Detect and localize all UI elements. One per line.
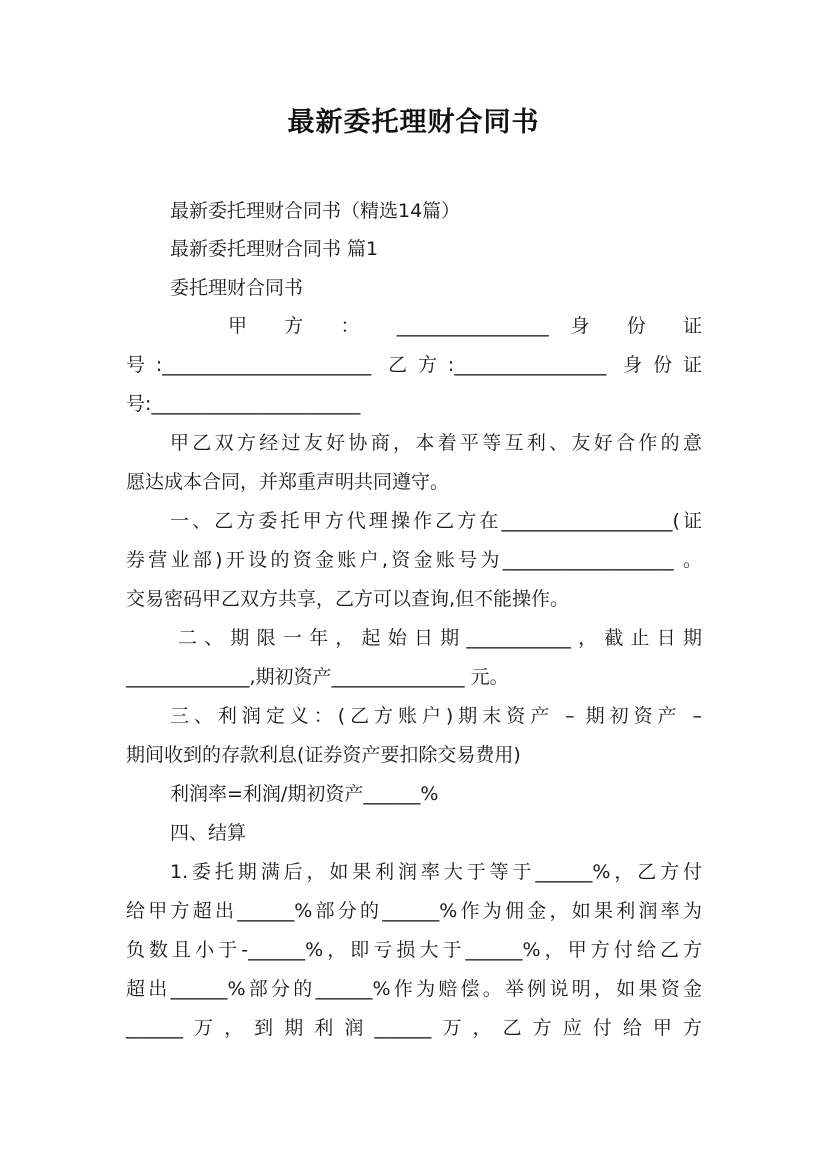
paragraph-line: 券营业部)开设的资金账户,资金账号为__________________ 。	[126, 549, 702, 571]
paragraph-line: 甲乙双方经过友好协商，本着平等互利、友好合作的意	[170, 432, 702, 454]
paragraph-line: ______万，到期利润______万，乙方应付给甲方	[126, 1017, 702, 1039]
paragraph-line: 愿达成本合同，并郑重声明共同遵守。	[126, 471, 450, 493]
paragraph-line: 三、利润定义：(乙方账户)期末资产 – 期初资产 –	[170, 705, 702, 727]
paragraph-line: 负数且小于-______%，即亏损大于______%，甲方付给乙方	[126, 939, 702, 961]
paragraph-line: _____________,期初资产______________ 元。	[126, 666, 509, 688]
paragraph-line: 号:______________________	[126, 393, 361, 415]
paragraph-line: 最新委托理财合同书（精选14篇）	[170, 200, 461, 222]
paragraph-line: 期间收到的存款利息(证券资产要扣除交易费用)	[126, 744, 521, 766]
paragraph-line: 超出______%部分的______%作为赔偿。举例说明，如果资金	[126, 978, 702, 1000]
paragraph-line: 最新委托理财合同书 篇1	[170, 238, 379, 260]
paragraph-line: 二、期限一年，起始日期___________，截止日期	[178, 627, 702, 649]
paragraph-line: 利润率=利润/期初资产______%	[170, 783, 439, 805]
paragraph-line: 交易密码甲乙双方共享，乙方可以查询,但不能操作。	[126, 588, 570, 610]
document-title: 最新委托理财合同书	[287, 107, 540, 138]
paragraph-line: 一、乙方委托甲方代理操作乙方在__________________(证	[170, 510, 702, 532]
paragraph-line: 甲 方 ： ________________ 身 份 证	[228, 315, 702, 337]
paragraph-line: 委托理财合同书	[170, 277, 304, 299]
paragraph-line: 号:______________________ 乙方:________________ 身份证	[126, 354, 702, 376]
paragraph-line: 四、结算	[170, 822, 247, 844]
paragraph-line: 1.委托期满后，如果利润率大于等于______%，乙方付	[170, 861, 702, 883]
paragraph-line: 给甲方超出______%部分的______%作为佣金，如果利润率为	[126, 900, 702, 922]
